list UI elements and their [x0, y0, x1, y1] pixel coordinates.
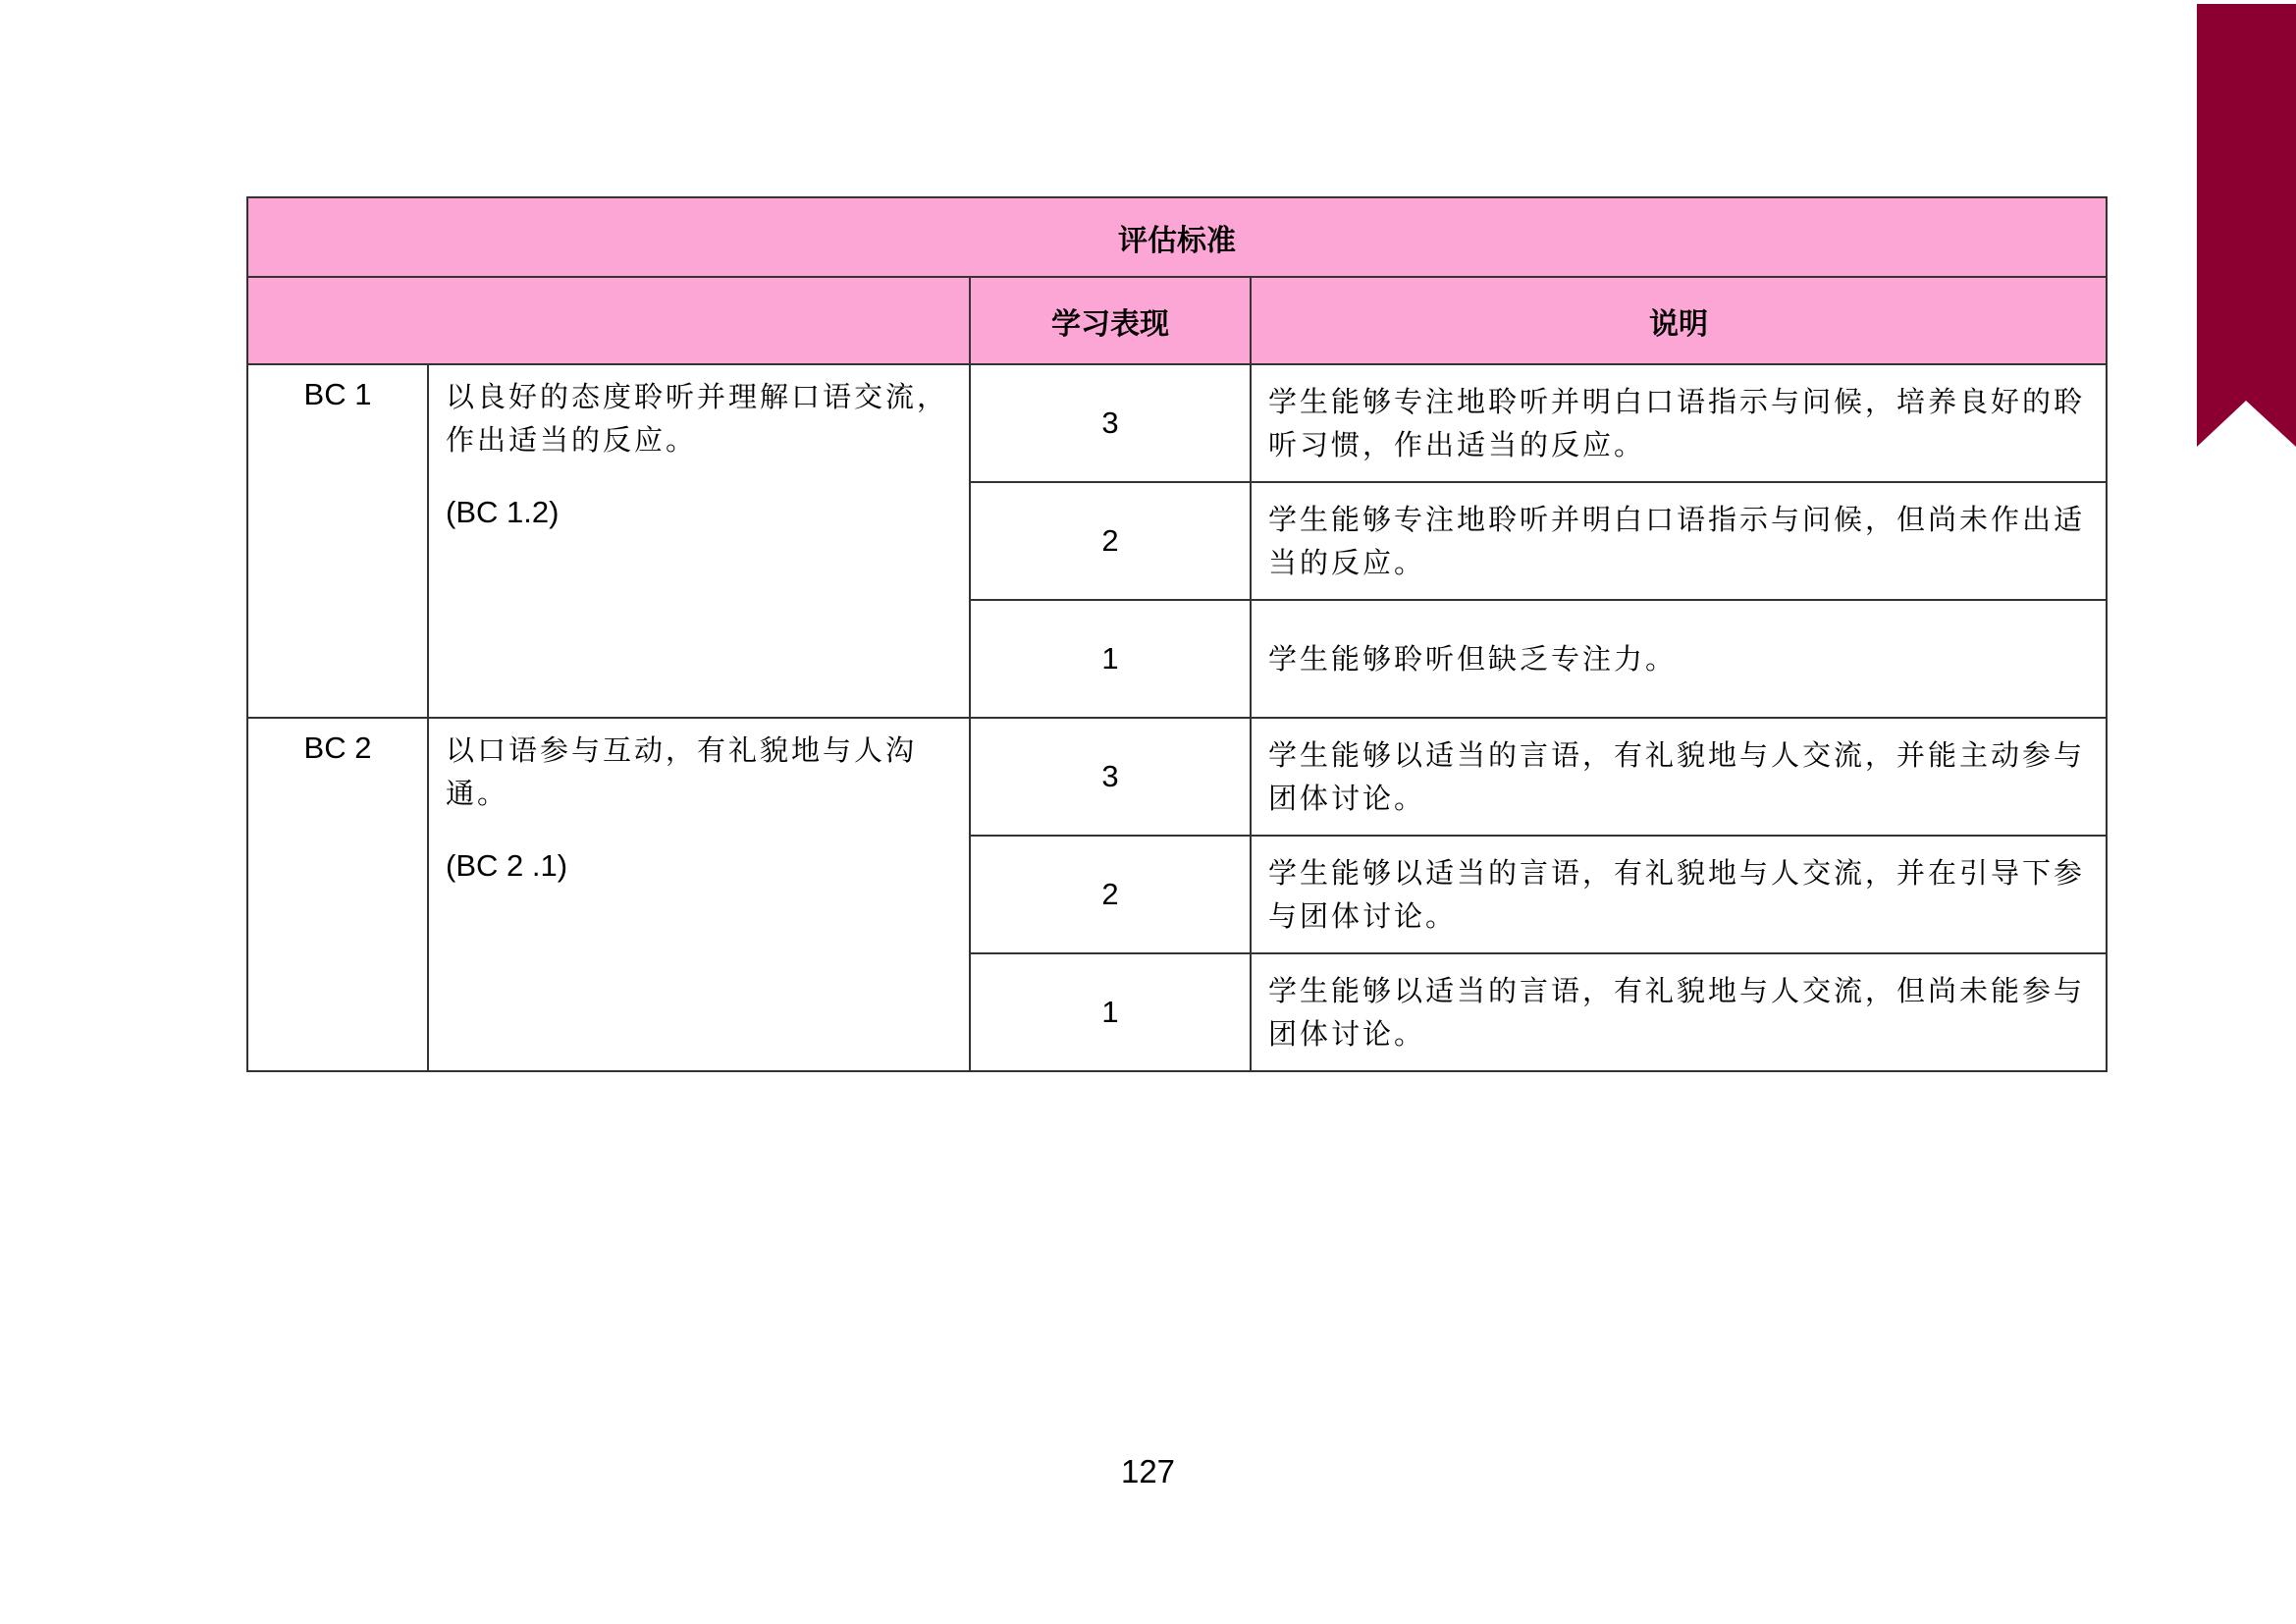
standard-text: 以口语参与互动，有礼貌地与人沟通。 — [446, 733, 918, 810]
level-description: 学生能够以适当的言语，有礼貌地与人交流，并能主动参与团体讨论。 — [1251, 718, 2107, 836]
level-description: 学生能够聆听但缺乏专注力。 — [1251, 600, 2107, 718]
standard-text: 以良好的态度聆听并理解口语交流，作出适当的反应。 — [446, 380, 949, 457]
standard-reference: (BC 2 .1) — [446, 848, 568, 883]
assessment-table — [246, 196, 2108, 1072]
performance-level: 3 — [970, 364, 1251, 482]
column-header-description: 说明 — [1251, 277, 2107, 364]
table-title-row — [247, 197, 2107, 277]
column-header-row — [247, 277, 2107, 364]
standard-reference: (BC 1.2) — [446, 495, 560, 529]
standard-code: BC 2 — [247, 718, 428, 1071]
standard-code: BC 1 — [247, 364, 428, 718]
level-description: 学生能够专注地聆听并明白口语指示与问候，培养良好的聆听习惯，作出适当的反应。 — [1251, 364, 2107, 482]
performance-level: 2 — [970, 482, 1251, 600]
standard-cell — [428, 718, 970, 1071]
level-description: 学生能够以适当的言语，有礼貌地与人交流，并在引导下参与团体讨论。 — [1251, 836, 2107, 953]
performance-level: 1 — [970, 600, 1251, 718]
bookmark-ribbon-icon — [2197, 4, 2296, 447]
standard-cell — [428, 364, 970, 718]
level-description: 学生能够专注地聆听并明白口语指示与问候，但尚未作出适当的反应。 — [1251, 482, 2107, 600]
table-row — [247, 718, 2107, 836]
performance-level: 1 — [970, 953, 1251, 1071]
level-description: 学生能够以适当的言语，有礼貌地与人交流，但尚未能参与团体讨论。 — [1251, 953, 2107, 1071]
table-title: 评估标准 — [247, 197, 2107, 277]
column-header-level: 学习表现 — [970, 277, 1251, 364]
performance-level: 2 — [970, 836, 1251, 953]
performance-level: 3 — [970, 718, 1251, 836]
table-row — [247, 364, 2107, 482]
page-number: 127 — [1120, 1453, 1176, 1489]
empty-header-cell — [247, 277, 970, 364]
